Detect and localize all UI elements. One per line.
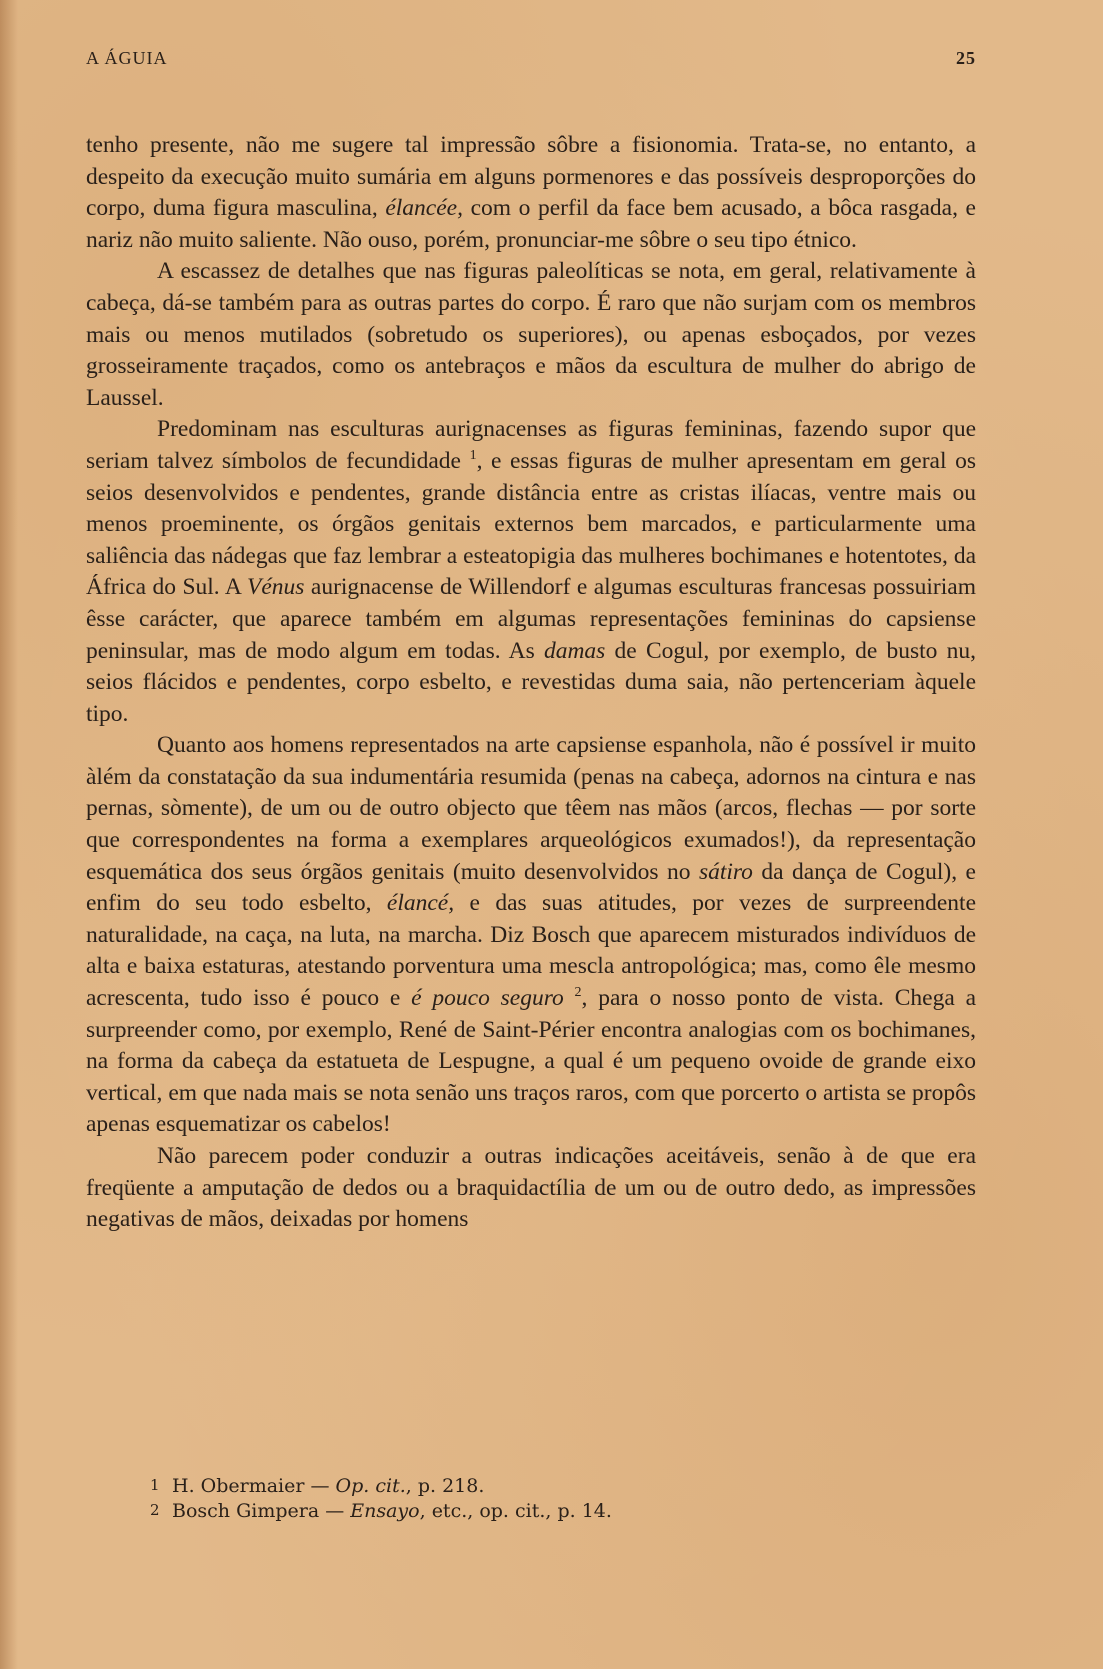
paragraph xyxy=(86,130,976,256)
italic-text: sátiro xyxy=(698,858,753,885)
text-run: Quanto aos homens representados na arte capsiense espanhola, não é possível ir muito àlém da constatação da sua indumentária resumida (penas na cabeça, adornos na cintura e nas pernas, sòmente), de um ou de outro objecto que têem nas mãos (arcos, flechas — por sorte que correspondentes na forma a exemplares arqueológicos exumados!), da representação esquemática dos seus órgãos genitais (muito desenvolvidos no xyxy=(86,732,976,885)
paragraph xyxy=(86,414,976,730)
text-run: , e essas figuras de mulher apresentam em geral os seios desenvolvidos e pendentes, grande distância entre as cristas ilíacas, ventre mais ou menos proeminente, os órgãos genitais externos bem marcados, e particularmente uma saliência das nádegas que faz lembrar a esteatopigia das mulheres bochimanes e hotentotes, da África do Sul. A xyxy=(86,447,976,601)
text-run: H. Obermaier — xyxy=(172,1475,336,1497)
italic-text: élancée, xyxy=(385,195,463,222)
running-head xyxy=(86,48,976,76)
text-run: Bosch Gimpera — xyxy=(172,1500,351,1522)
footnotes xyxy=(150,1473,970,1523)
footnote xyxy=(150,1498,970,1523)
text-run: , etc., op. cit., p. 14. xyxy=(419,1500,612,1522)
page-number: 25 xyxy=(956,48,976,68)
text-run: , para o nosso ponto de vista. Chega a surpreender como, por exemplo, René de Saint-Périer encontra analogias com os bochimanes, na forma da cabeça da estatueta de Lespugne, a qual é um pequeno ovoide de grande eixo vertical, em que nada mais se nota senão uns traços raros, com que porcerto o artista se propôs apenas esquematizar os cabelos! xyxy=(86,985,976,1138)
text-run: A escassez de detalhes que nas figuras paleolíticas se nota, em geral, relativamente à cabeça, dá-se também para as outras partes do corpo. É raro que não surjam com os membros mais ou menos mutilados (sobretudo os superiores), ou apenas esboçados, por vezes grosseiramente traçados, como os antebraços e mãos da escultura de mulher do abrigo de Laussel. xyxy=(86,258,976,411)
paragraph xyxy=(86,1141,976,1236)
text-run: , p. 218. xyxy=(405,1475,485,1497)
text-run: com o perfil da face bem acusado, a bôca rasgada, e nariz não muito saliente. Não ouso, porém, pronunciar-me sôbre o seu tipo étnico. xyxy=(86,195,976,253)
running-title: A ÁGUIA xyxy=(86,48,168,68)
italic-text: Ensayo xyxy=(350,1500,420,1522)
footnote xyxy=(150,1473,970,1498)
text-run: de Cogul, por exemplo, de busto nu, seios flácidos e pendentes, corpo esbelto, e revestidas duma saia, não pertenceriam àquele tipo. xyxy=(86,637,976,727)
footnote-reference: 2 xyxy=(574,985,582,1001)
italic-text: Vénus xyxy=(246,574,305,601)
italic-text: Op. cit. xyxy=(335,1475,406,1497)
italic-text: é pouco seguro xyxy=(411,985,564,1012)
page-gutter-shadow xyxy=(0,0,18,1669)
text-run: Predominam nas esculturas aurignacenses as figuras femininas, fazendo supor que seriam talvez símbolos de fecundidade xyxy=(86,416,976,474)
paragraph xyxy=(86,256,976,414)
footnote-reference: 1 xyxy=(469,448,477,464)
text-run xyxy=(564,985,575,1011)
footnote-mark: 2 xyxy=(150,1501,160,1519)
italic-text: damas xyxy=(543,637,606,664)
footnote-mark: 1 xyxy=(150,1476,160,1494)
paragraph xyxy=(86,730,976,1141)
body-text xyxy=(86,130,976,1236)
text-run: aurignacense de Willendorf e algumas esculturas francesas possuiriam êsse carácter, que aparece também em algumas representações femininas do capsiense peninsular, mas de modo algum em todas. As xyxy=(86,574,976,664)
text-run: tenho presente, não me sugere tal impressão sôbre a fisionomia. Trata-se, no entanto, a despeito da execução muito sumária em alguns pormenores e das possíveis desproporções do corpo, duma figura masculina, xyxy=(86,132,976,222)
text-run: Não parecem poder conduzir a outras indicações aceitáveis, senão à de que era freqüente a amputação de dedos ou a braquidactília de um ou de outro dedo, as impressões negativas de mãos, deixadas por homens xyxy=(86,1143,976,1233)
text-run: da dança de Cogul), e enfim do seu todo esbelto, xyxy=(86,858,976,917)
text-run: e das suas atitudes, por vezes de surpreendente naturalidade, na caça, na luta, na marcha. Diz Bosch que aparecem misturados indivíduos de alta e baixa estaturas, atestando porventura uma mescla antropológica; mas, como êle mesmo acrescenta, tudo isso é pouco e xyxy=(86,890,977,1012)
italic-text: élancé, xyxy=(386,890,455,917)
